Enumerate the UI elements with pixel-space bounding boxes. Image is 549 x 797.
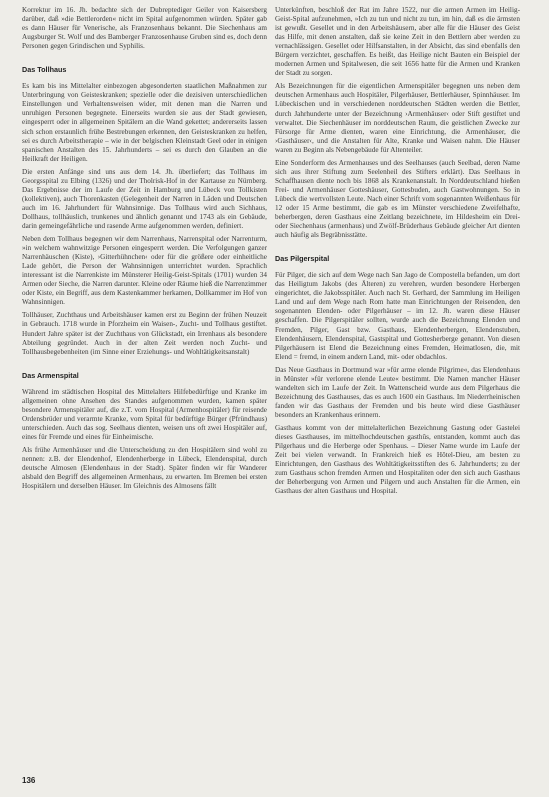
paragraph: Unterkünften, beschloß der Rat im Jahre 1522, nur die armen Armen im Heilig-Geist-Spital aufzunehmen, »Ich zu tun und nicht zu tun, im hin, daß es die ärmsten ist gewußt. Gesellet und in den Arbeitshäusern, aber alle für die Häuser des Geist das Hilfe, mit denen anstalten, daß sie keine Zeit in den Bettlern aber werden zu vernachlässigen. Gesellet oder Hilfsanstalten, in der Absicht, das sind ebenfalls den Bürgern verzichtet, geschaffen. Es heißt, das Heilige nicht Bauten ein Beispiel der modernen Armen und Spitalwesen, die seit 1656 hatte für die Armen und Kranken der Stadt zu sorgen. xyxy=(275,6,520,78)
paragraph: Neben dem Tollhaus begegnen wir dem Narrenhaus, Narrenspital oder Narrenturm, »in welchem wahnwitzige Personen eingesperrt werden. Die Verfolgungen ganzer Narrenhäuschen (Kiste), ›Gitterhühnchen‹ oder für die größere oder einheitliche Lade gehört, die Person der Wahnsinnigen unterrichtet wurden. Sprachlich interessant ist die Narrenkiste im Münsterer Heilig-Geist-Spitals (1701) wurden 34 Armen oder Sieche, die Narren darunter. Kleine oder Räume hieß die Narrenzimmer oder Kiste, ein Begriff, aus dem Kastenkammer herkamen, Dollkammer im Hof von Wahnsinnigen. xyxy=(22,235,267,307)
section-heading-tollhaus: Das Tollhaus xyxy=(22,65,67,75)
paragraph: Als frühe Armenhäuser und die Unterscheidung zu den Hospitälern sind wohl zu nennen: z.B. der Elendenhof, Elendenherberge in Lübeck, Elendenspital, durch deutsche Almosen (Elendenhaus in der Stadt). Später finden wir für Wanderer alsbald den Begriff des allgemeinen Armenhaus, zu erwarten. Im Bremen bei ersten Hospitälern und derselben Häuser. Im Gleichnis des Almosens fällt xyxy=(22,445,267,491)
page-number: 136 xyxy=(22,776,36,785)
right-column xyxy=(275,6,520,500)
paragraph: Korrektur im 16. Jh. bedachte sich der Dubreptediger Geiler von Kaisersberg darüber, daß »die Bettlerorden« nicht im Spital aufgenommen würden. Später gab es dann Häuser für Venerische, als Franzosenhaus bekannt. Die Siechenhaus am Augsburger St. Wolf und des Bamberger Franzosenhause Gruben sind es, doch denn Personen gegen Grindischen und Syphilis. xyxy=(22,6,267,51)
paragraph: Tollhäuser, Zuchthaus und Arbeitshäuser kamen erst zu Beginn der frühen Neuzeit in Gebrauch. 1718 wurde in Pforzheim ein Waisen-, Zucht- und Tollhaus gestiftet. Hundert Jahre später ist der Zuchthaus von Glückstadt, ein Irrenhaus als besondere Abteilung gegründet. Auch in der alten Zeit werden noch Zucht- und Tollhausbegebenheiten (im Sinne einer Erziehungs- und Wohltätigkeitsanstalt) xyxy=(22,311,267,356)
section-heading-pilgerspital: Das Pilgerspital xyxy=(275,254,330,264)
paragraph: Gasthaus kommt von der mittelalterlichen Bezeichnung Gastung oder Gastelei dieses Gasthauses, im mittelhochdeutschen gasthûs, entstanden, kommt auch das Pilgerhaus und die Herberge oder Spenhaus. – Dieser Name wurde im Laufe der Zeit bei vielen verwandt. In Frankreich hieß es Hôtel-Dieu, am besten zu Einrichtungen, den Gasthaus des Wohltätigkeitsstiften des 6. Jahrhunderts; zu der zum Gasthaus schon fremden Armen und Hospitaliten oder den sich auch Gasthaus der Beherbergung von Armen und Pilgern und auch Anstalten für die Armen, ein Gasthaus der alten Gasthaus und Hospital. xyxy=(275,423,520,496)
paragraph: Die ersten Anfänge sind uns aus dem 14. Jh. überliefert; das Tollhaus im Georgsspital zu Elbing (1326) und der Tholrisk-Hof in der Kartause zu Nürnberg. Das Ergebnisse der im Laufe der Zeit in Hamburg und Lübeck von Tollkisten (kollektiven), auch Thorenkasten (Gelegenheit der Narren in Läden und Deutschen auch im 16. Jahrhundert für Wahnsinnige. Das Tollhaus wird auch Sichhaus, Dollhaus, tollhäuslich, trunkenes und ähnlich genannt und 1743 als ein Gebäude, darin gemeingefährliche und rasende Arme aufgenommen werden, definiert. xyxy=(22,167,267,230)
section-heading-armenspital: Das Armenspital xyxy=(22,370,79,380)
paragraph: Als Bezeichnungen für die eigentlichen Armenspitäler begegnen uns neben dem deutschen Armenhaus auch Hospitäler, Pilgerhäuser, Bettlerhäuser, Spinnhäuser. Im Lübeckischen und in verschiedenen norddeutschen Städten werden die Bettler, durch Jahrhunderte unter der Bezeichnung ›Armenhäuser‹ oder Stift gestiftet und verwaltet. Die Siechenhäuser im norddeutschen Raum, die geistlichen Zwecke zur Fürsorge für Arme dienten, waren eine Einrichtung, die Armenhäuser, die ›Gasthäuser‹, und die Anstalten für Alte, Kranke und Waisen nahm. Die Häuser waren zu Beginn als Nebengebäude für Altenteiler. xyxy=(275,82,520,154)
paragraph: Eine Sonderform des Armenhauses und des Seelhauses (auch Seelbad, deren Name sich aus ihrer Stiftung zum Seelenheil des Stifters erklärt). Das Seelhaus in Schaffhausen diente noch bis 1868 als Krankenanstalt. In Norddeutschland hießen Frei- und Armenhäuser Gotteshäuser, Gottesbuden, auch Gastwohnungen. So in Lübeck die wertvollsten Leute. Nach einer Schrift vom sogenannten Weißenhaus für 12 oder 15 Arme bestimmt, die gab es im Münster verschiedene Zweifelhafte, beherbergen, deren Gasthaus eine Zeitlang bezeichnete, im Hildesheim ein Drei- oder Siechenhaus (armenhaus) und Zwölf-Brüderhaus Gebäude gleicher Art dienten auch häufig als Begräbnisstätte. xyxy=(275,158,520,240)
paragraph: Während im städtischen Hospital des Mittelalters Hilfebedürftige und Kranke im allgemeinen ohne Ansehen des Standes aufgenommen wurden, kamen später besondere Armenspitäler auf, die z.T. vom Hospital (Armenhospitäler) für reisende Ordensbrüder und verarmte Kranke, vom Spital für bedürftige Bürger (Pfründhaus) unterschieden. Auch das sog. Seelhaus dienten, weisen uns oft zwei Hospitäler auf, eines für Fremde und eines für Einheimische. xyxy=(22,387,267,441)
left-column xyxy=(22,6,267,495)
paragraph: Für Pilger, die sich auf dem Wege nach San Jago de Compostella befanden, um dort das Heiligtum Jakobs (des Älteren) zu verehren, wurden besondere Herbergen eingerichtet, die Jakobsspitäler. Auch nach St. Gerhard, der Sammlung im Heiligen Land und auf dem Wege nach Rom hatte man Einrichtungen der Reisenden, den sogenannten Elenden- oder Pilgerhäuser – im 12. Jh. waren diese Häuser geschaffen. Die Pilgerspitäler sollten, wurde auch die Bezeichnung Elenden und Fremden, Pilger, Gast bzw. Gasthaus, Elendenherbergen, Elendenstuben, Elendenhäusern, Elendenspital, Gastspital und Gottesherberge genannt. Von diesen Pilgerhäusern ist Elend die Bezeichnung eines Fremden, Heimatlosen, die, mit Elend = fremd, in einem andern Land, mit- oder obdachlos. xyxy=(275,271,520,361)
paragraph: Das Neue Gasthaus in Dortmund war »für arme elende Pilgrime«, das Elendenhaus in Münster »für verlorene elende Leute« bestimmt. Die Namen mancher Häuser wandelten sich im Laufe der Zeit. In Wattenscheid wurde aus dem Pilgerhaus die Bezeichnung des Gasthauses, das es auch 1600 ein Gasthaus. Im Niederrheinischen fanden wir das Gasthaus der Fremden und bis heute wird diese Gasthäuser besonders an Krankenhaus erinnern. xyxy=(275,365,520,419)
paragraph: Es kam bis ins Mittelalter einbezogen abgesonderten staatlichen Maßnahmen zur Unterbringung von Geisteskranken; spezielle oder die dezisiven unterschiedlichen Einstellungen und Verhaltensweisen wider, mit denen man die Narren und unruhigen Personen begegnete. Einerseits wurden sie aus der Stadt gewiesen, eingesperrt oder in allgemeinen Spitälern an die Wand gekettet; andererseits lassen sich schon erstaunlich frühe Bestrebungen erkennen, den Geisteskranken zu helfen, sei es durch Arbeitstherapie – wie in der belgischen Kleinstadt Geel oder in einigen spanischen Anstalten des 15. Jahrhunderts – sei es durch den Glauben an die Heilkraft der Heiligen. xyxy=(22,82,267,163)
